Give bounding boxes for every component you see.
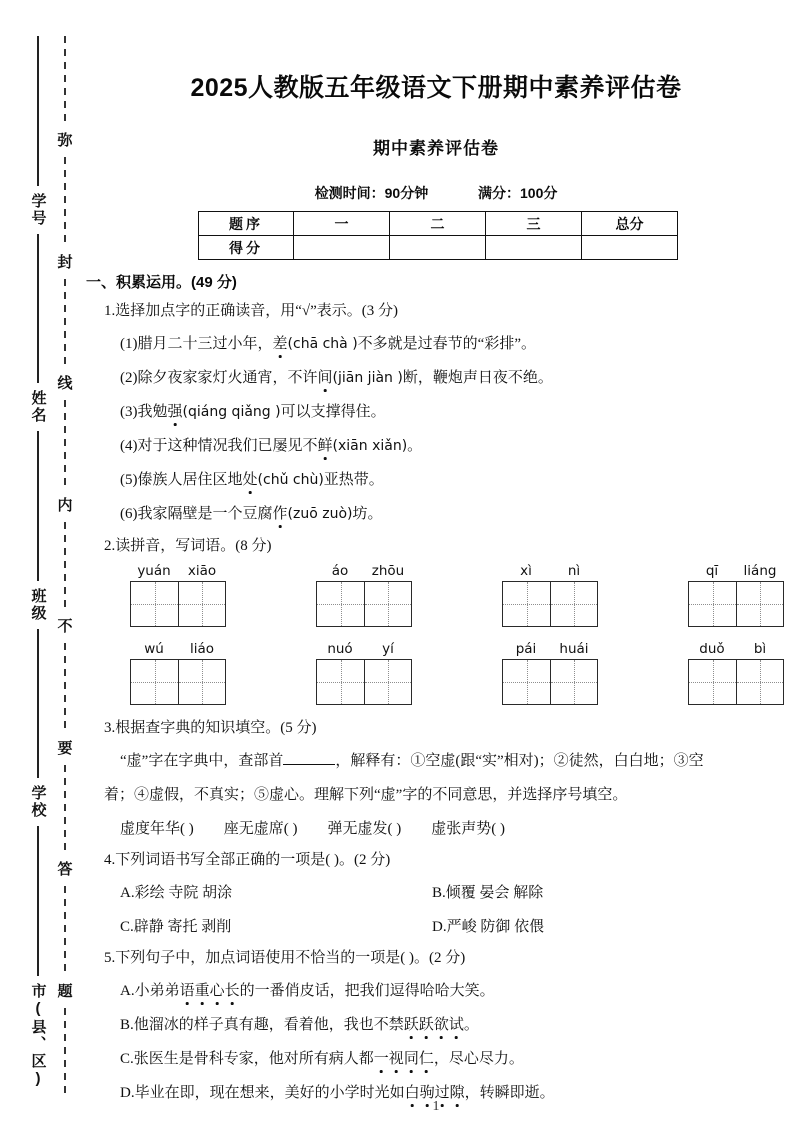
option-pre-text: 毕业在即，现在想来，美好的小学时光如 [134,1085,405,1101]
score-cell-3[interactable] [486,236,582,260]
writing-cell[interactable] [178,582,225,626]
rail-segment [37,36,38,186]
question-3-idioms [120,817,790,838]
writing-cell[interactable] [736,660,783,704]
seal-char-8: 题 [57,982,73,1000]
table-row [199,212,678,236]
table-row [199,236,678,260]
seal-char-5: 不 [57,618,73,636]
option-a[interactable] [120,881,432,902]
item-pre-text: 腊月二十三过小年， [137,336,273,352]
item-post-text: 不多就是过春节的“彩排”。 [357,336,536,352]
pinyin-grid-group [130,563,226,627]
info-label-name: 姓名 [29,390,47,425]
option-pre-text: 张医生是骨科专家，他对所有病人都 [133,1051,374,1067]
seal-dash-segment [64,643,65,731]
option-pre-text: 小弟弟 [134,983,180,999]
score-col-header-1: 一 [294,212,390,236]
option-text: 倾覆 晏会 解除 [445,885,544,901]
writing-boxes[interactable] [316,659,412,705]
pinyin-options[interactable]: (jiān jiàn ) [332,370,403,386]
writing-cell[interactable] [503,660,550,704]
writing-boxes[interactable] [688,581,784,627]
pinyin-syllable: liáo [189,641,215,657]
question-5-stem: 5.下列句子中，加点词语使用不恰当的一项是( )。(2 分) [104,950,466,966]
question-1-item-3 [120,400,790,421]
question-1-item-4 [120,434,790,455]
writing-cell[interactable] [131,660,178,704]
option-post-text: ，转瞬即逝。 [464,1085,555,1101]
score-table [198,211,678,260]
dotted-char: 差 [273,332,288,353]
option-d[interactable] [432,915,732,936]
exam-full-score: 满分：100分 [478,185,558,201]
pinyin-grid-group [316,563,412,627]
rail-segment [37,826,38,976]
option-label: D. [120,1085,135,1101]
option-pre-text: 他溜冰的样子真有趣，看着他，我也不禁 [133,1017,404,1033]
score-row-label-question: 题序 [199,212,294,236]
score-col-header-2: 二 [390,212,486,236]
rail-segment [37,629,38,779]
dotted-idiom: 跃跃欲试 [404,1017,464,1033]
q3-fill-blank[interactable] [283,751,335,765]
pinyin-syllable: yí [382,641,394,657]
question-4-options-row-1 [120,881,790,902]
pinyin-options[interactable]: (qiáng qiǎng ) [182,404,281,420]
pinyin-label [130,641,226,657]
student-info-rail [30,36,46,1096]
rail-segment [37,234,38,384]
writing-cell[interactable] [550,582,597,626]
option-text: 严峻 防御 依偎 [446,919,545,935]
page-number: 1 [432,1099,440,1114]
item-pre-text: 我家隔壁是一个豆腐 [137,506,273,522]
seal-dash-segment [64,765,65,853]
item-number: (3) [120,404,138,420]
score-cell-2[interactable] [390,236,486,260]
seal-dash-segment [64,279,65,367]
item-post-text: 坊。 [352,506,383,522]
pinyin-options[interactable]: (chā chà ) [287,336,358,352]
question-4-options-row-2 [120,915,790,936]
pinyin-grid-group [688,563,784,627]
item-post-text: 断，鞭炮声日夜不绝。 [402,370,553,386]
item-number: (2) [120,370,138,386]
paper-body [86,0,800,1133]
option-label: B. [120,1017,134,1033]
dotted-idiom: 语重心长 [180,983,240,999]
item-number: (1) [120,336,138,352]
seal-line-rail [56,36,74,1096]
pinyin-syllable: nì [567,563,581,579]
score-col-header-3: 三 [486,212,582,236]
info-label-city-district: 市(县、区) [29,982,47,1089]
pinyin-syllable: pái [515,641,537,657]
writing-boxes[interactable] [502,659,598,705]
seal-char-3: 线 [57,375,73,393]
paper-subtitle: 期中素养评估卷 [373,139,499,158]
pinyin-options[interactable]: (chǔ chù) [257,472,324,488]
option-post-text: 的一番俏皮话，把我们逗得哈哈大笑。 [239,983,495,999]
option-c[interactable] [120,915,432,936]
pinyin-grid-group [502,641,598,705]
seal-char-4: 内 [57,496,73,514]
writing-cell[interactable] [131,582,178,626]
writing-cell[interactable] [550,660,597,704]
seal-dash-segment [64,157,65,245]
seal-dash-segment [64,400,65,488]
pinyin-label [688,641,784,657]
pinyin-label [688,563,784,579]
item-pre-text: 傣族人居住区地 [137,472,243,488]
seal-char-7: 答 [57,861,73,879]
option-label: A. [120,983,135,999]
section-heading: 一、积累运用。(49 分) [86,274,237,291]
question-1-item-6 [120,502,790,523]
pinyin-grid-group [502,563,598,627]
idiom-answer-1[interactable]: 虚度年华( ) [120,821,194,837]
option-text: 彩绘 寺院 胡涂 [134,885,233,901]
dotted-char: 作 [273,502,288,523]
writing-boxes[interactable] [130,581,226,627]
seal-dash-segment [64,886,65,974]
writing-cell[interactable] [364,660,411,704]
pinyin-options[interactable]: (zuō zuò) [287,506,353,522]
pinyin-syllable: xiāo [187,563,217,579]
score-col-header-total: 总分 [582,212,678,236]
dotted-char: 强 [168,400,183,421]
q3-text-before-blank: “虚”字在字典中，查部首 [120,753,284,769]
dotted-char: 鲜 [318,434,333,455]
writing-boxes[interactable] [316,581,412,627]
pinyin-grid-row-2 [130,641,790,705]
pinyin-label [316,563,412,579]
item-number: (6) [120,506,138,522]
rail-segment [37,431,38,581]
exam-meta [86,183,800,203]
question-5-option-b[interactable] [120,1013,790,1034]
pinyin-syllable: bì [753,641,767,657]
writing-cell[interactable] [178,660,225,704]
pinyin-label [502,563,598,579]
writing-boxes[interactable] [130,659,226,705]
question-4-stem: 4.下列词语书写全部正确的一项是( )。(2 分) [104,852,391,868]
pinyin-grid-group [130,641,226,705]
item-post-text: 可以支撑得住。 [280,404,386,420]
dotted-char: 处 [243,468,258,489]
idiom-answer-3[interactable]: 弹无虚发( ) [327,821,402,837]
pinyin-syllable: qī [705,563,719,579]
pinyin-grid-group [316,641,412,705]
option-label: B. [432,885,446,901]
option-b[interactable] [432,881,732,902]
pinyin-syllable: wú [144,641,164,657]
pinyin-label [130,563,226,579]
exam-duration: 检测时间：90分钟 [314,185,429,201]
question-1-item-5 [120,468,790,489]
pinyin-syllable: áo [331,563,349,579]
pinyin-syllable: yuán [137,563,171,579]
option-label: C. [120,919,134,935]
question-1-item-2 [120,366,790,387]
writing-cell[interactable] [317,582,364,626]
seal-sidebar [0,0,86,1133]
dotted-char: 间 [318,366,333,387]
idiom-answer-4[interactable]: 虚张声势( ) [431,821,505,837]
writing-cell[interactable] [317,660,364,704]
question-5-option-c[interactable] [120,1047,790,1068]
dotted-idiom: 白驹过隙 [405,1085,465,1101]
page-title: 2025人教版五年级语文下册期中素养评估卷 [190,74,682,102]
item-pre-text: 我勉 [137,404,168,420]
pinyin-syllable: xì [520,563,532,579]
score-row-label-score: 得分 [199,236,294,260]
pinyin-syllable: liáng [743,563,777,579]
pinyin-syllable: nuó [327,641,353,657]
option-label: C. [120,1051,134,1067]
pinyin-label [502,641,598,657]
seal-dash-segment [64,522,65,610]
pinyin-syllable: zhōu [371,563,405,579]
section-one [86,271,800,1102]
pinyin-grid-row-1 [130,563,790,627]
option-post-text: 。 [463,1017,479,1033]
writing-boxes[interactable] [688,659,784,705]
option-post-text: ，尽心尽力。 [433,1051,524,1067]
seal-char-1: 弥 [57,132,73,150]
writing-cell[interactable] [689,660,736,704]
writing-cell[interactable] [364,582,411,626]
writing-cell[interactable] [736,582,783,626]
writing-cell[interactable] [503,582,550,626]
pinyin-syllable: huái [559,641,589,657]
option-label: D. [432,919,447,935]
dotted-idiom: 一视同仁 [374,1051,434,1067]
seal-char-6: 要 [57,739,73,757]
seal-dash-segment [64,36,65,124]
seal-dash-segment [64,1008,65,1096]
item-number: (4) [120,438,138,454]
info-label-student-id: 学号 [29,192,47,227]
question-1-item-1 [120,332,790,353]
item-post-text: 。 [407,438,423,454]
question-3-body-line-2: 着；④虚假，不真实；⑤虚心。理解下列“虚”字的不同意思，并选择序号填空。 [104,787,628,803]
info-label-school: 学校 [29,785,47,820]
pinyin-label [316,641,412,657]
writing-boxes[interactable] [502,581,598,627]
seal-char-2: 封 [57,253,73,271]
score-table-container [86,211,800,260]
info-label-class: 班级 [29,587,47,622]
item-number: (5) [120,472,138,488]
pinyin-syllable: duǒ [699,641,725,657]
q3-text-after-blank: ，解释有：①空虚(跟“实”相对)；②徒然，白白地；③空 [335,753,704,769]
pinyin-grid-group [688,641,784,705]
option-label: A. [120,885,135,901]
option-text: 辟静 寄托 剥削 [133,919,232,935]
item-post-text: 亚热带。 [323,472,384,488]
writing-cell[interactable] [689,582,736,626]
score-cell-1[interactable] [294,236,390,260]
question-1-stem: 1.选择加点字的正确读音，用“√”表示。(3 分) [104,303,399,319]
score-cell-total[interactable] [582,236,678,260]
question-5-option-a[interactable] [120,979,790,1000]
idiom-answer-2[interactable]: 座无虚席( ) [223,821,298,837]
item-pre-text: 对于这种情况我们已屡见不 [137,438,318,454]
question-2-stem: 2.读拼音，写词语。(8 分) [104,538,272,554]
question-3-stem: 3.根据查字典的知识填空。(5 分) [104,720,317,736]
question-3-body-line-1 [120,749,790,770]
pinyin-options[interactable]: (xiān xiǎn) [332,438,408,454]
item-pre-text: 除夕夜家家灯火通宵，不许 [137,370,318,386]
